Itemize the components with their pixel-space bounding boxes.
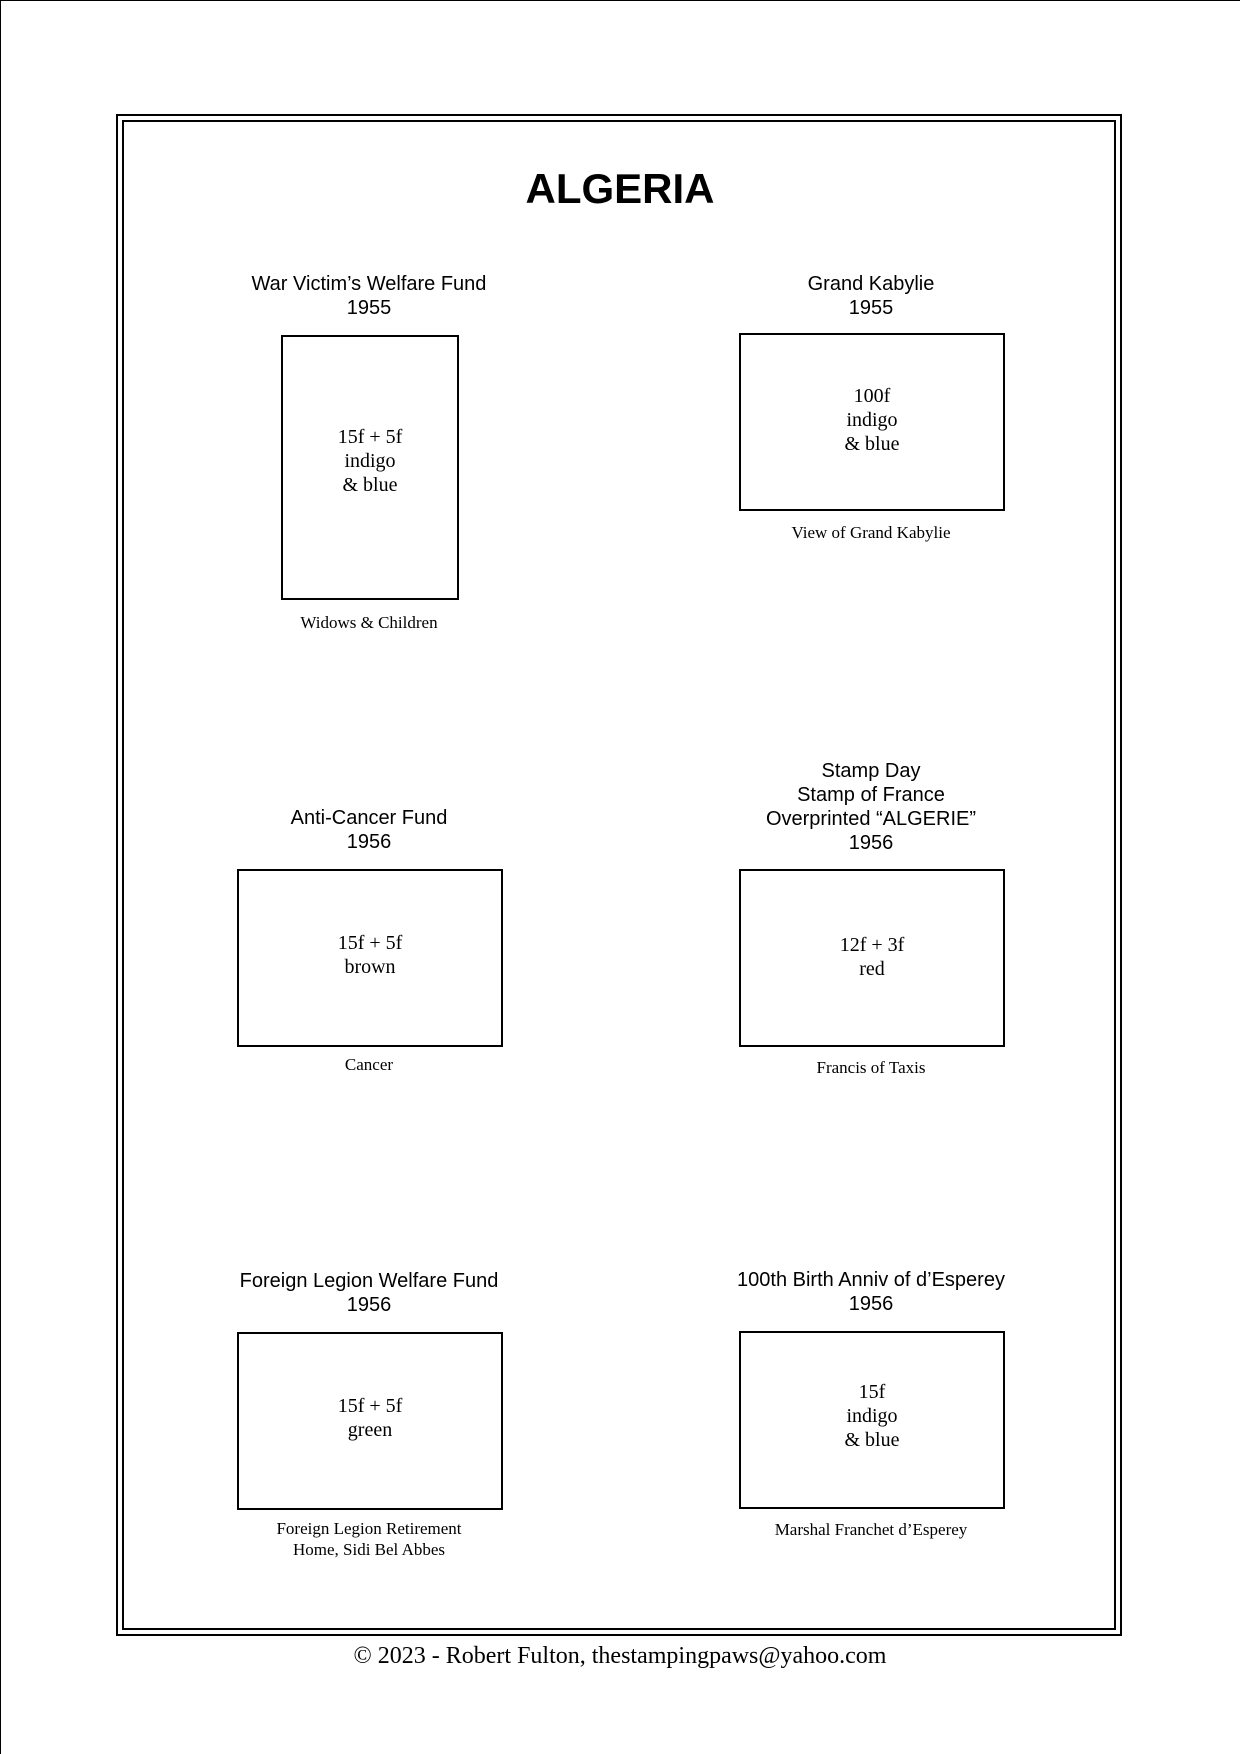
stamp-heading-desperey — [671, 1268, 1071, 1316]
stamp-mount-anti-cancer — [237, 869, 503, 1047]
stamp-color: red — [859, 958, 885, 980]
stamp-color: & blue — [844, 1429, 900, 1451]
stamp-denomination: 15f + 5f — [337, 426, 403, 448]
heading-line: Stamp of France — [797, 784, 945, 806]
stamp-caption: Marshal Franchet d’Esperey — [774, 1520, 968, 1539]
stamp-mount-grand-kabylie — [739, 333, 1005, 511]
stamp-color: indigo — [846, 409, 898, 431]
stamp-denomination: 100f — [853, 385, 891, 407]
stamp-heading-foreign-legion — [169, 1269, 569, 1317]
stamp-caption: Home, Sidi Bel Abbes — [292, 1540, 446, 1559]
stamp-heading-stamp-day — [671, 759, 1071, 855]
stamp-caption: Francis of Taxis — [816, 1058, 926, 1077]
stamp-color: green — [347, 1419, 393, 1441]
stamp-caption: Foreign Legion Retirement — [276, 1519, 462, 1538]
stamp-mount-foreign-legion — [237, 1332, 503, 1510]
stamp-denomination: 15f + 5f — [337, 932, 403, 954]
stamp-color: & blue — [342, 474, 398, 496]
heading-line: Anti-Cancer Fund — [290, 807, 448, 829]
stamp-denomination: 15f + 5f — [337, 1395, 403, 1417]
stamp-denomination: 15f — [858, 1381, 886, 1403]
heading-year: 1956 — [346, 1294, 392, 1316]
stamp-caption: Widows & Children — [300, 613, 438, 632]
stamp-color: indigo — [344, 450, 396, 472]
heading-year: 1955 — [848, 297, 894, 319]
heading-line: Stamp Day — [821, 760, 921, 782]
heading-year: 1956 — [848, 1293, 894, 1315]
stamp-heading-war-victims — [169, 272, 569, 320]
heading-year: 1955 — [346, 297, 392, 319]
page-title: ALGERIA — [525, 165, 715, 212]
heading-line: Overprinted “ALGERIE” — [765, 808, 977, 830]
stamp-mount-desperey — [739, 1331, 1005, 1509]
stamp-caption: Cancer — [344, 1055, 394, 1074]
stamp-denomination: 12f + 3f — [839, 934, 905, 956]
heading-year: 1956 — [346, 831, 392, 853]
heading-year: 1956 — [848, 832, 894, 854]
stamp-color: & blue — [844, 433, 900, 455]
stamp-heading-grand-kabylie — [671, 272, 1071, 320]
page-edge-left — [0, 0, 1, 1754]
stamp-color: indigo — [846, 1405, 898, 1427]
stamp-color: brown — [344, 956, 396, 978]
heading-line: Foreign Legion Welfare Fund — [239, 1270, 499, 1292]
stamp-heading-anti-cancer — [169, 806, 569, 854]
stamp-caption: View of Grand Kabylie — [791, 523, 951, 542]
page-edge-top — [0, 0, 1240, 1]
stamp-mount-stamp-day — [739, 869, 1005, 1047]
copyright-footer: © 2023 - Robert Fulton, thestampingpaws@yahoo.com — [353, 1643, 887, 1669]
stamp-mount-war-victims — [281, 335, 459, 600]
heading-line: War Victim’s Welfare Fund — [251, 273, 487, 295]
heading-line: Grand Kabylie — [807, 273, 935, 295]
heading-line: 100th Birth Anniv of d’Esperey — [737, 1269, 1005, 1291]
